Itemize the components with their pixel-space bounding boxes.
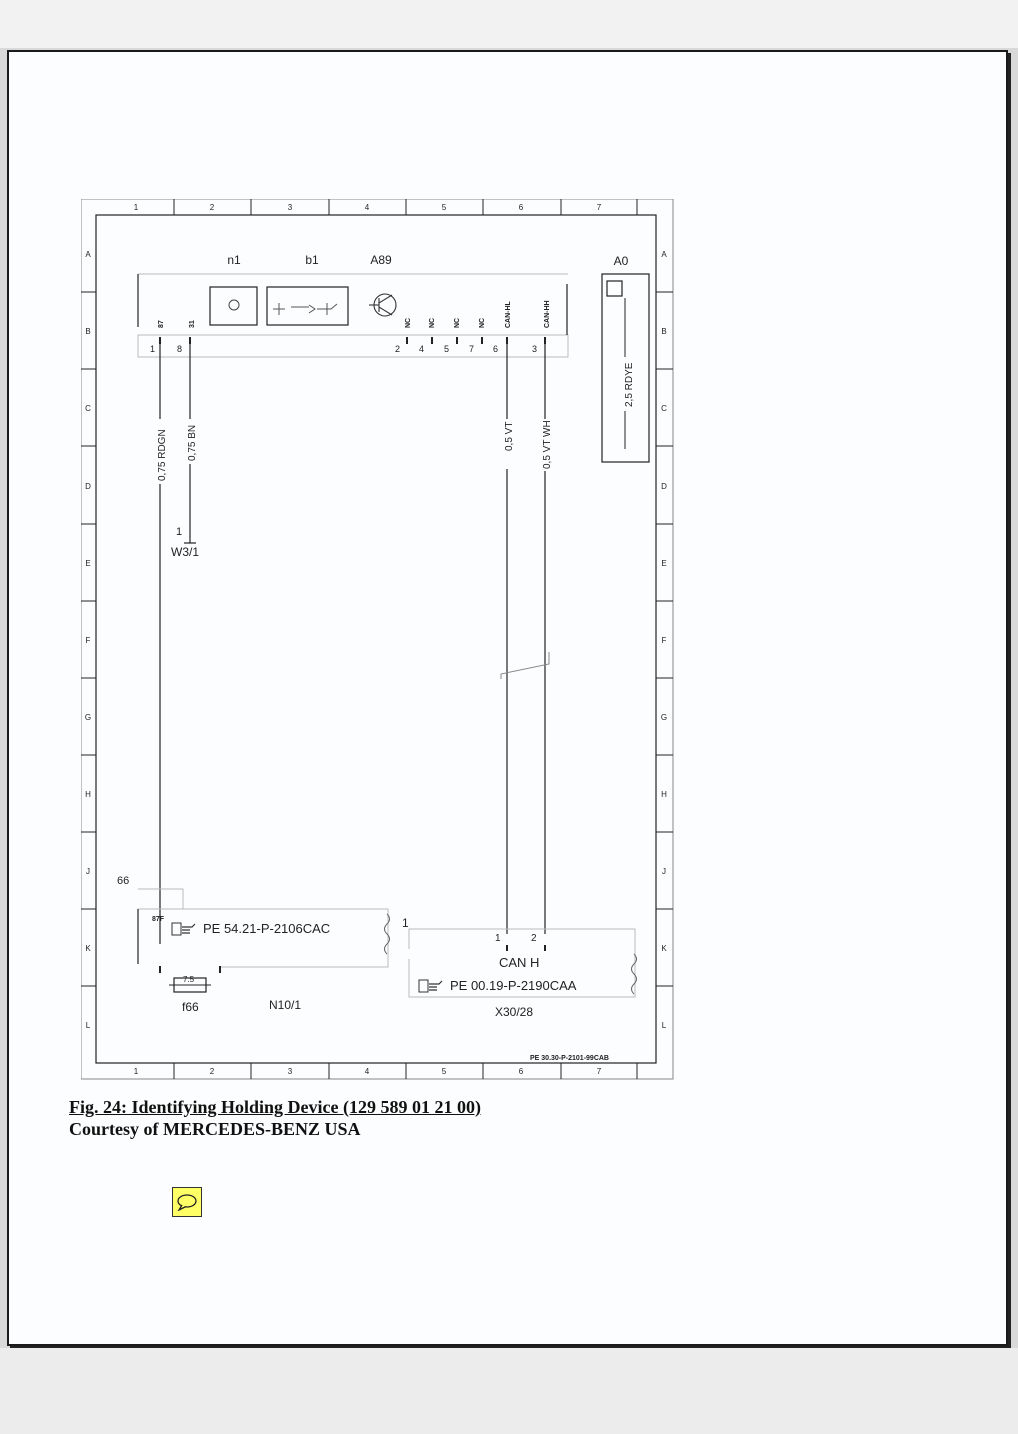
pin-label-31: 31 [189,320,196,328]
component-b1-label: b1 [305,253,319,267]
row-label-right-G: G [660,713,668,722]
ref-pe-54-21: PE 54.21-P-2106CAC [203,921,331,936]
row-label-left-L: L [85,1021,91,1030]
wire-label-rdgn: 0,75 RDGN [157,429,168,481]
row-label-right-L: L [661,1021,667,1030]
row-label-right-K: K [661,944,667,953]
col-label-top-2: 2 [209,203,215,212]
pin-number-4: 4 [419,344,425,354]
x30-28-reference [419,978,577,993]
wire-label-vt: 0,5 VT [504,421,515,451]
col-label-bottom-5: 5 [441,1067,447,1076]
diagram-inner-frame [96,215,656,1063]
component-a0-label: A0 [613,254,629,268]
note-comment-icon[interactable] [172,1187,202,1217]
fuse-f66-label: f66 [182,1000,199,1014]
wire-label-vtwh: 0,5 VT WH [542,420,553,469]
figure-title: Fig. 24: Identifying Holding Device (129 589 01 21 00) [69,1097,481,1117]
row-label-left-C: C [85,404,91,413]
col-label-top-6: 6 [518,203,524,212]
pin-number-3: 3 [532,344,538,354]
a0-terminal-square [607,281,622,296]
pin-number-5: 5 [444,344,450,354]
can-h-label: CAN H [499,955,540,970]
pin-label-can-hl: CAN-HL [505,301,512,328]
drawing-id: PE 30.30-P-2101-99CAB [530,1055,609,1062]
w3-1-label: W3/1 [171,545,200,559]
col-label-bottom-3: 3 [287,1067,293,1076]
pin-number-2: 2 [395,344,401,354]
pin-label-nc-1: NC [405,317,412,328]
row-label-right-A: A [661,250,667,259]
diagram-outer-frame [81,199,673,1079]
col-label-top-5: 5 [441,203,447,212]
n10-1-label: N10/1 [269,998,302,1012]
twisted-pair-marker [501,652,549,679]
n1-component-box [210,287,257,325]
col-label-bottom-2: 2 [209,1067,215,1076]
row-label-right-J: J [662,867,666,876]
row-label-left-H: H [85,790,91,799]
row-label-right-D: D [661,482,667,491]
document-page [7,50,1008,1346]
row-label-left-A: A [85,250,91,259]
pin-label-can-hh: CAN-HH [544,300,551,328]
row-label-right-C: C [661,404,667,413]
col-label-bottom-7: 7 [596,1067,602,1076]
row-label-right-E: E [661,559,667,568]
row-label-left-J: J [86,867,90,876]
a89-transistor-symbol [369,294,396,316]
row-label-left-D: D [85,482,91,491]
pin-label-nc-2: NC [429,317,436,328]
pin-label-nc-3: NC [454,317,461,328]
col-label-top-1: 1 [133,203,139,212]
col-label-top-4: 4 [364,203,370,212]
component-n1-label: n1 [227,253,241,267]
pin-label-87: 87 [158,320,165,328]
row-label-right-F: F [661,636,667,645]
label-1: 1 [402,916,409,930]
row-label-left-F: F [85,636,91,645]
col-label-bottom-4: 4 [364,1067,370,1076]
pin-number-8: 8 [177,344,183,354]
a89-module-outline [138,274,568,357]
pin-number-1: 1 [150,344,156,354]
row-label-left-E: E [85,559,91,568]
pointing-hand-icon [182,924,195,933]
wire-label-bn: 0,75 BN [187,424,198,461]
x30-pin-2: 2 [531,933,537,944]
pin-label-nc-4: NC [479,317,486,328]
fuse-f66-rating: 7.5 [183,975,195,984]
x30-28-label: X30/28 [495,1005,534,1019]
pin-number-7: 7 [469,344,475,354]
n10-1-reference [172,921,330,936]
label-66: 66 [117,875,130,887]
row-label-right-B: B [661,327,667,336]
speech-bubble-icon [176,1193,198,1211]
pin-number-6: 6 [493,344,499,354]
w3-1-pin-number: 1 [176,526,183,538]
label-87f: 87F [152,916,165,923]
component-a89-label: A89 [370,253,392,267]
row-label-right-H: H [661,790,667,799]
ref-pe-00-19: PE 00.19-P-2190CAA [450,978,577,993]
col-label-top-7: 7 [596,203,602,212]
pointing-hand-icon [429,981,442,990]
x30-pin-1: 1 [495,933,501,944]
viewer-top-bar [0,0,1018,48]
col-label-bottom-1: 1 [133,1067,139,1076]
wiring-diagram [81,199,681,1099]
wire-label-a0: 2,5 RDYE [624,362,635,407]
viewer-bottom-area [0,1348,1018,1434]
row-label-left-B: B [85,327,91,336]
row-label-left-K: K [85,944,91,953]
col-label-bottom-6: 6 [518,1067,524,1076]
figure-caption [69,1096,481,1140]
row-label-left-G: G [84,713,92,722]
col-label-top-3: 3 [287,203,293,212]
figure-credit: Courtesy of MERCEDES-BENZ USA [69,1119,361,1139]
